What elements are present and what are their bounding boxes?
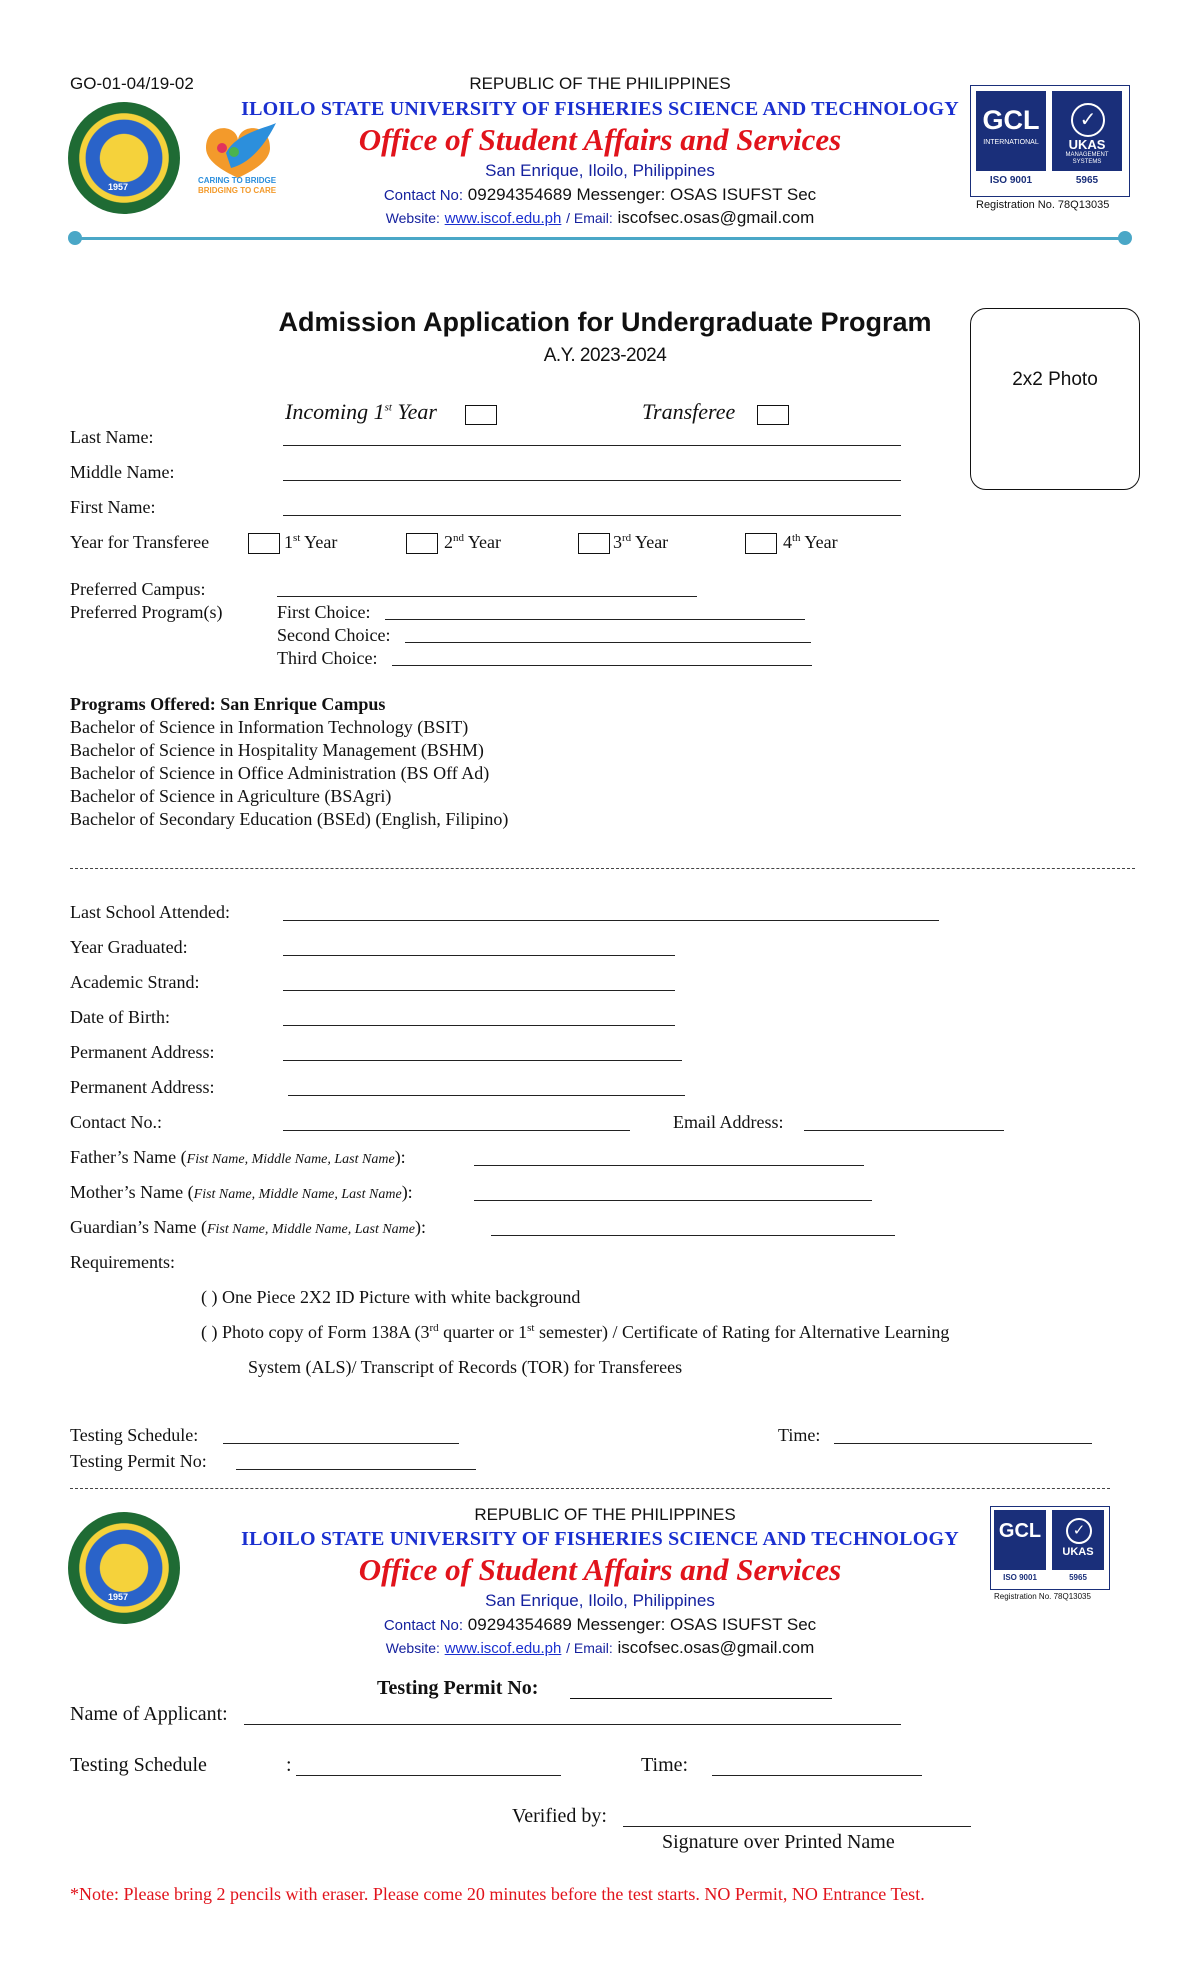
- contact-label: Contact No:: [383, 187, 464, 204]
- permit-title: Testing Permit No:: [377, 1677, 539, 1699]
- email-label: / Email:: [566, 210, 613, 226]
- university-seal-logo: 1957: [68, 1512, 180, 1624]
- applicant-name-label: Name of Applicant:: [70, 1703, 228, 1725]
- preferred-campus-label: Preferred Campus:: [70, 579, 206, 599]
- time-field[interactable]: [834, 1443, 1092, 1444]
- divider-dot-left: [68, 231, 82, 245]
- university-name: ILOILO STATE UNIVERSITY OF FISHERIES SCIENCE AND TECHNOLOGY: [241, 1528, 959, 1550]
- checkmark-icon: ✓: [1071, 103, 1105, 137]
- office-name: Office of Student Affairs and Services: [358, 122, 842, 157]
- requirement-item: ( ) Photo copy of Form 138A (3rd quarter or 1st semester) / Certificate of Rating for Alternative Learning: [201, 1322, 950, 1342]
- preferred-campus-field[interactable]: [277, 596, 697, 597]
- program-item: Bachelor of Science in Agriculture (BSAgri): [70, 786, 392, 806]
- academic-year: A.Y. 2023-2024: [543, 345, 667, 366]
- second-choice-label: Second Choice:: [277, 625, 391, 645]
- email-address-label: Email Address:: [673, 1112, 784, 1132]
- contact-no-field[interactable]: [283, 1130, 630, 1131]
- program-item: Bachelor of Secondary Education (BSEd) (English, Filipino): [70, 809, 509, 829]
- fourth-year-label: 4th Year: [783, 532, 838, 552]
- permanent-address-label: Permanent Address:: [70, 1077, 215, 1097]
- testing-schedule-field[interactable]: [223, 1443, 459, 1444]
- second-year-checkbox[interactable]: [406, 533, 438, 554]
- cut-line: [70, 1488, 1110, 1489]
- email-address-field[interactable]: [804, 1130, 1004, 1131]
- note-text: *Note: Please bring 2 pencils with eraser. Please come 20 minutes before the test starts. NO Permit, NO Entrance Test.: [70, 1884, 925, 1904]
- first-choice-label: First Choice:: [277, 602, 371, 622]
- year-for-transferee-label: Year for Transferee: [70, 532, 210, 552]
- program-item: Bachelor of Science in Information Technology (BSIT): [70, 717, 469, 737]
- address: San Enrique, Iloilo, Philippines: [485, 1591, 715, 1610]
- requirements-label: Requirements:: [70, 1252, 175, 1272]
- date-of-birth-field[interactable]: [283, 1025, 675, 1026]
- iso-certification-badge: GCL INTERNATIONAL ✓ UKAS MANAGEMENT SYSTEMS ISO 9001 5965 Registration No. 78Q13035: [970, 85, 1130, 197]
- first-name-label: First Name:: [70, 497, 156, 517]
- permit-time-field[interactable]: [712, 1775, 922, 1776]
- website-line: Website: www.iscof.edu.ph / Email: iscofsec.osas@gmail.com: [385, 1638, 815, 1657]
- guardian-name-field[interactable]: [491, 1235, 895, 1236]
- incoming-first-year-label: Incoming 1st Year: [285, 399, 437, 424]
- last-name-label: Last Name:: [70, 427, 154, 447]
- office-name: Office of Student Affairs and Services: [358, 1552, 842, 1587]
- mother-name-label: Mother’s Name (Fist Name, Middle Name, Last Name):: [70, 1182, 413, 1202]
- caring-to-bridge-logo: CARING TO BRIDGE BRIDGING TO CARE: [196, 118, 280, 198]
- transferee-checkbox[interactable]: [757, 405, 789, 425]
- website-label: Website:: [385, 210, 440, 226]
- academic-strand-label: Academic Strand:: [70, 972, 200, 992]
- year-graduated-label: Year Graduated:: [70, 937, 188, 957]
- date-of-birth-label: Date of Birth:: [70, 1007, 170, 1027]
- section-divider: [70, 868, 1135, 869]
- email-value: iscofsec.osas@gmail.com: [617, 208, 815, 227]
- last-school-field[interactable]: [283, 920, 939, 921]
- first-year-label: 1st Year: [284, 532, 338, 552]
- website-line: [0, 208, 1200, 228]
- first-name-field[interactable]: [283, 515, 901, 516]
- testing-permit-no-label: Testing Permit No:: [70, 1451, 207, 1471]
- permit-testing-schedule-label: Testing Schedule: [70, 1754, 207, 1776]
- form-title: Admission Application for Undergraduate Program: [278, 307, 932, 337]
- permit-time-label: Time:: [641, 1754, 689, 1776]
- photo-label: 2x2 Photo: [1012, 369, 1098, 390]
- photo-box[interactable]: [970, 308, 1140, 490]
- verified-by-label: Verified by:: [512, 1805, 607, 1827]
- address: San Enrique, Iloilo, Philippines: [485, 161, 715, 180]
- last-name-field[interactable]: [283, 445, 901, 446]
- iso-certification-badge: GCL ✓ UKAS ISO 9001 5965 Registration No. 78Q13035: [990, 1506, 1110, 1594]
- checkmark-icon: ✓: [1066, 1518, 1092, 1544]
- first-choice-field[interactable]: [385, 619, 805, 620]
- republic-heading: REPUBLIC OF THE PHILIPPINES: [469, 74, 731, 93]
- testing-schedule-label: Testing Schedule:: [70, 1425, 199, 1445]
- fourth-year-checkbox[interactable]: [745, 533, 777, 554]
- second-choice-field[interactable]: [405, 642, 811, 643]
- programs-heading: Programs Offered: San Enrique Campus: [70, 694, 386, 714]
- permanent-address-field[interactable]: [283, 1060, 682, 1061]
- permit-testing-schedule-field[interactable]: [296, 1775, 561, 1776]
- preferred-programs-label: Preferred Program(s): [70, 602, 223, 622]
- middle-name-label: Middle Name:: [70, 462, 175, 482]
- testing-permit-no-field[interactable]: [236, 1469, 476, 1470]
- third-year-checkbox[interactable]: [578, 533, 610, 554]
- mother-name-field[interactable]: [474, 1200, 872, 1201]
- contact-value: 09294354689 Messenger: OSAS ISUFST Sec: [467, 185, 817, 204]
- university-name: ILOILO STATE UNIVERSITY OF FISHERIES SCIENCE AND TECHNOLOGY: [241, 98, 959, 120]
- permanent-address-label: Permanent Address:: [70, 1042, 215, 1062]
- time-label: Time:: [778, 1425, 821, 1445]
- website-link[interactable]: www.iscof.edu.ph: [444, 210, 562, 227]
- father-name-field[interactable]: [474, 1165, 864, 1166]
- program-item: Bachelor of Science in Office Administration (BS Off Ad): [70, 763, 490, 783]
- first-year-checkbox[interactable]: [248, 533, 280, 554]
- program-item: Bachelor of Science in Hospitality Management (BSHM): [70, 740, 484, 760]
- father-name-label: Father’s Name (Fist Name, Middle Name, Last Name):: [70, 1147, 406, 1167]
- website-link[interactable]: www.iscof.edu.ph: [444, 1640, 562, 1657]
- permanent-address-field[interactable]: [288, 1095, 685, 1096]
- republic-heading: REPUBLIC OF THE PHILIPPINES: [474, 1505, 736, 1524]
- university-seal-logo: 1957: [68, 102, 180, 214]
- verified-by-field[interactable]: [623, 1826, 971, 1827]
- document-code: GO-01-04/19-02: [70, 74, 194, 93]
- last-school-label: Last School Attended:: [70, 902, 230, 922]
- academic-strand-field[interactable]: [283, 990, 675, 991]
- contact-no-label: Contact No.:: [70, 1112, 162, 1132]
- third-year-label: 3rd Year: [613, 532, 669, 552]
- contact-line: Contact No: 09294354689 Messenger: OSAS ISUFST Sec: [383, 1615, 817, 1634]
- permit-number-field[interactable]: [570, 1698, 832, 1699]
- second-year-label: 2nd Year: [444, 532, 502, 552]
- year-graduated-field[interactable]: [283, 955, 675, 956]
- header-divider: [76, 237, 1124, 240]
- requirement-item-continued: System (ALS)/ Transcript of Records (TOR) for Transferees: [248, 1357, 683, 1377]
- transferee-label: Transferee: [642, 399, 736, 424]
- requirement-item: ( ) One Piece 2X2 ID Picture with white background: [201, 1287, 581, 1307]
- signature-caption: Signature over Printed Name: [662, 1831, 895, 1853]
- colon: :: [286, 1754, 292, 1776]
- third-choice-label: Third Choice:: [277, 648, 378, 668]
- guardian-name-label: Guardian’s Name (Fist Name, Middle Name, Last Name):: [70, 1217, 426, 1237]
- third-choice-field[interactable]: [392, 665, 812, 666]
- middle-name-field[interactable]: [283, 480, 901, 481]
- incoming-first-year-checkbox[interactable]: [465, 405, 497, 425]
- divider-dot-right: [1118, 231, 1132, 245]
- applicant-name-field[interactable]: [244, 1724, 901, 1725]
